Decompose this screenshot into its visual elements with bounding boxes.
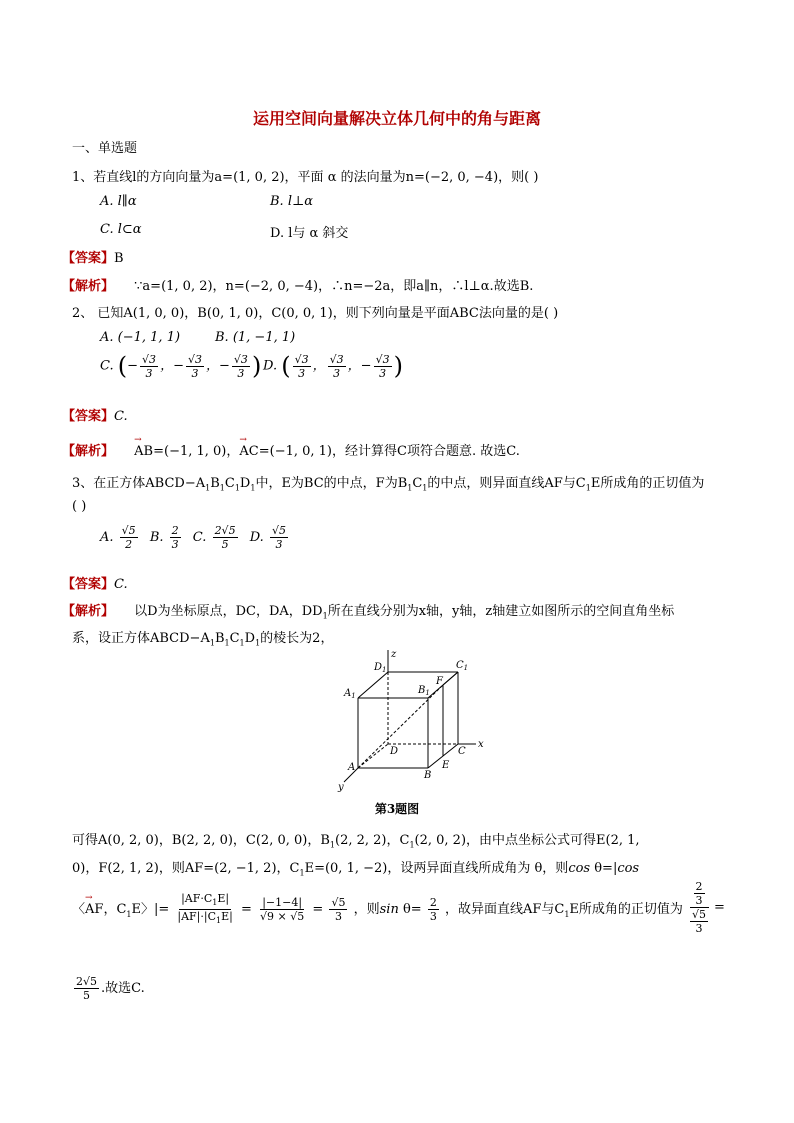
analysis-label: 【解析】	[62, 279, 115, 294]
frac-computation: $\frac{|-1-4|}{√9 \times √5}$	[260, 896, 305, 924]
frac-2sqrt5-over-5: $\frac{2√5}{5}$	[214, 524, 236, 551]
answer-label: 【答案】	[62, 251, 115, 266]
q2-answer-value: C.	[114, 409, 128, 424]
label-z: z	[391, 649, 397, 660]
q1-option-a: A. l∥α	[100, 194, 137, 209]
label-B1: $B_1$	[418, 685, 430, 697]
q2-option-a: A. (−1, 1, 1)	[100, 330, 181, 345]
q3-stem-paren: ( )	[72, 499, 87, 514]
frac-sqrt3-over-3: $\frac{√3}{3}$	[233, 352, 248, 380]
q2-option-b: B. (1, −1, 1)	[215, 330, 296, 345]
q1-option-d: D. l与 α 斜交	[270, 226, 349, 241]
label-C1: $C_1$	[456, 660, 469, 672]
vector-ac: → AC	[239, 444, 258, 459]
frac-sqrt3-over-3: $\frac{√3}{3}$	[375, 352, 390, 380]
label-A: A	[348, 762, 356, 773]
q3-analysis-line2: 系，设正方体$ABCD-A_1B_1C_1D_1$的棱长为2，	[72, 631, 334, 648]
frac-sqrt3-over-3: $\frac{√3}{3}$	[142, 352, 157, 380]
q3-tan-fraction: $\frac{\frac{2}{3}}{\frac{√5}{3}}$ =	[684, 880, 725, 935]
q2-stem: 2、 已知A(1, 0, 0)，B(0, 1, 0)，C(0, 0, 1)，则下列向量是平面ABC法向量的是( )	[72, 306, 559, 321]
q2-analysis-text: =(−1, 0, 1)，经计算得C项符合题意. 故选C.	[258, 444, 520, 459]
label-B: B	[424, 770, 432, 781]
frac-2-over-3: $\frac{2}{3}$	[171, 524, 179, 551]
label-D: D	[390, 746, 399, 757]
q1-analysis-text: ∵a=(1, 0, 2)，n=(−2, 0, −4)，∴n=−2a，即a∥n，∴l⊥α.故选B.	[134, 279, 534, 294]
q2-answer: 【答案】C.	[62, 409, 128, 424]
figure-caption: 第3题图	[374, 802, 420, 816]
q2-option-d: D. ( $\frac{√3}{3}$ ， $\frac{√3}{3}$ ，− $\frac{√3}{3}$ )	[263, 352, 403, 380]
q3-answer-value: C.	[114, 577, 128, 592]
frac-cos-formula: $\frac{|AF\cdot C_1E|}{|AF|\cdot|C_1E|}$	[177, 892, 233, 926]
page-title: 运用空间向量解决立体几何中的角与距离	[252, 109, 541, 128]
label-C: C	[458, 746, 466, 757]
label-x: x	[478, 739, 484, 750]
q3-calc-line2: 0)，F(2, 1, 2)，则AF=(2, −1, 2)，$C_1E=(0$, 1, −2)，设两异面直线所成角为 θ，则cos θ=|cos	[72, 861, 640, 878]
frac-sqrt5-over-2: $\frac{√5}{2}$	[121, 524, 136, 551]
label-A1: $A_1$	[344, 688, 356, 700]
frac-tan: $\frac{\frac{2}{3}}{\frac{√5}{3}}$	[686, 880, 712, 935]
frac-sqrt3-over-3: $\frac{√3}{3}$	[329, 352, 344, 380]
q3-analysis-line1: 【解析】 以D为坐标原点，DC，DA，$DD_1$所在直线分别为x轴，y轴，z轴建立如图所示的空间直角坐标	[62, 604, 675, 621]
frac-sqrt5-over-3: $\frac{√5}{3}$	[331, 896, 346, 924]
q2-analysis: 【解析】 → AB=(−1, 1, 0)，→ AC=(−1, 0, 1)，经计算得C项符合题意. 故选C.	[62, 440, 520, 459]
q1-answer	[62, 247, 124, 266]
q3-final: $\frac{2√5}{5}$ .故选C.	[76, 975, 145, 1002]
q1-analysis	[62, 275, 533, 294]
label-y: y	[338, 782, 344, 793]
label-F: F	[436, 676, 443, 687]
frac-sqrt3-over-3: $\frac{√3}{3}$	[294, 352, 309, 380]
q3-calc-line3: 〈→ AF，$C_1E$〉|= $\frac{|AF\cdot C_1E|}{|AF|\cdot|C_1E|}$ = $\frac{|-1-4|}{√9 \times √5}$ = $\frac{√5}{3}$ ，则sin θ= $\frac{2}{3}$ ，故异面直线AF与$C_1E$所成角的正切值为	[72, 892, 683, 927]
cube-figure	[330, 648, 500, 796]
q1-option-b: B. l⊥α	[270, 194, 313, 209]
q3-answer: 【答案】C.	[62, 577, 128, 592]
q3-calc-line1: 可得A(0, 2, 0)，B(2, 2, 0)，C(2, 0, 0)，$B_1(2$, 2, 2)，$C_1(2$, 0, 2)，由中点坐标公式可得E(2, 1,	[72, 833, 640, 850]
q3-stem: 3、在正方体$ABCD-A_1B_1C_1D_1$中，E为BC的中点，F为$B_1C_1$的中点，则异面直线AF与$C_1E$所成角的正切值为	[72, 476, 705, 493]
q3-options: A. $\frac{√5}{2}$ B. $\frac{2}{3}$ C. $\frac{2√5}{5}$ D. $\frac{√5}{3}$	[100, 524, 286, 551]
q2-option-c: C. (− $\frac{√3}{3}$ ，− $\frac{√3}{3}$ ，− $\frac{√3}{3}$ )	[100, 352, 262, 380]
label-D1: $D_1$	[374, 662, 387, 674]
frac-sqrt5-over-3: $\frac{√5}{3}$	[271, 524, 286, 551]
frac-2-over-3: $\frac{2}{3}$	[429, 896, 437, 924]
label-E: E	[442, 760, 450, 771]
q1-stem: 1、若直线l的方向向量为a=(1, 0, 2)，平面 α 的法向量为n=(−2, 0, −4)，则( )	[72, 170, 539, 185]
frac-2sqrt5-over-5: $\frac{2√5}{5}$	[76, 975, 98, 1002]
vector-ab: → AB	[134, 444, 153, 459]
frac-sqrt3-over-3: $\frac{√3}{3}$	[187, 352, 202, 380]
section-heading: 一、单选题	[72, 141, 138, 156]
q1-answer-value: B	[114, 251, 124, 266]
q1-option-c: C. l⊂α	[100, 222, 142, 237]
